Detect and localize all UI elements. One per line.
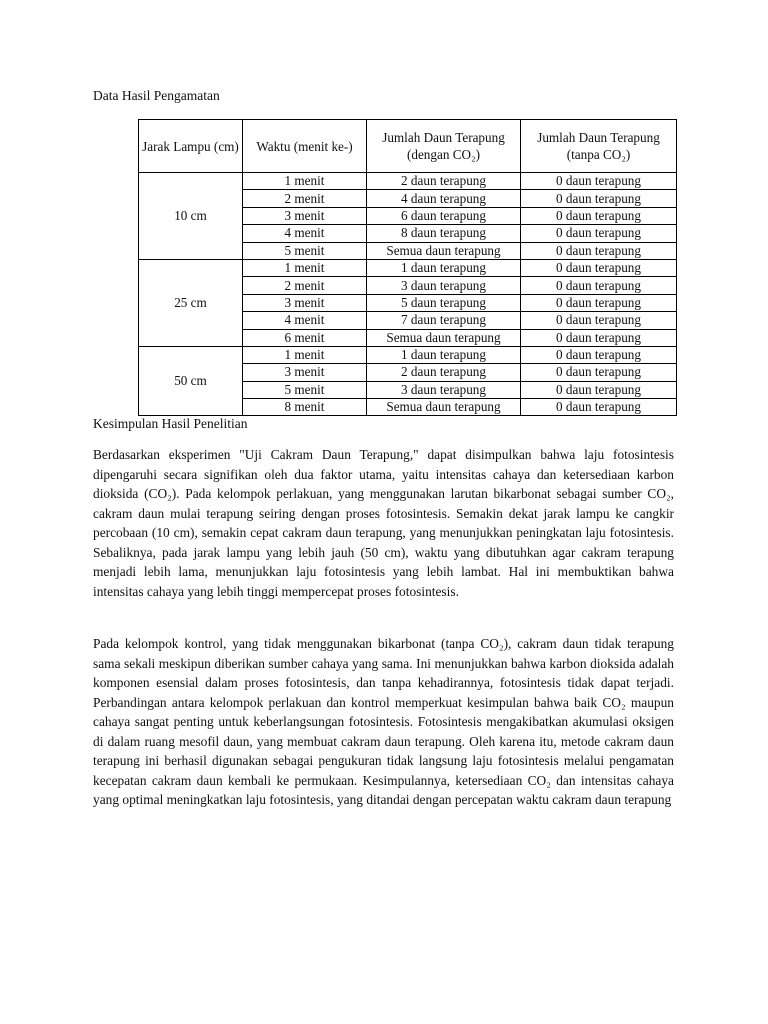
cell-without-co2: 0 daun terapung — [521, 329, 677, 346]
header-without-co2: Jumlah Daun Terapung (tanpa CO₂) — [521, 120, 677, 173]
cell-without-co2: 0 daun terapung — [521, 190, 677, 207]
cell-without-co2: 0 daun terapung — [521, 364, 677, 381]
data-heading: Data Hasil Pengamatan — [93, 88, 220, 103]
cell-with-co2: 4 daun terapung — [367, 190, 521, 207]
cell-time: 3 menit — [243, 364, 367, 381]
cell-without-co2: 0 daun terapung — [521, 225, 677, 242]
cell-without-co2: 0 daun terapung — [521, 207, 677, 224]
cell-with-co2: Semua daun terapung — [367, 242, 521, 259]
cell-with-co2: 8 daun terapung — [367, 225, 521, 242]
cell-time: 1 menit — [243, 259, 367, 276]
cell-distance: 50 cm — [139, 346, 243, 416]
cell-without-co2: 0 daun terapung — [521, 346, 677, 363]
conclusion-paragraph-2: Pada kelompok kontrol, yang tidak menggunakan bikarbonat (tanpa CO₂), cakram daun tidak terapung sama sekali meskipun diberikan sumber cahaya yang sama. Ini menunjukkan bahwa karbon dioksida adalah komponen esensial dalam proses fotosintesis, dan tanpa kehadirannya, fotosintesis tidak dapat terjadi. Perbandingan antara kelompok perlakuan dan kontrol memperkuat kesimpulan bahwa baik CO₂ maupun cahaya sangat penting untuk keberlangsungan fotosintesis. Fotosintesis mengakibatkan akumulasi oksigen di dalam ruang mesofil daun, yang membuat cakram daun terapung. Oleh karena itu, metode cakram daun terapung ini berhasil digunakan sebagai pengukuran tidak langsung laju fotosintesis melalui pengamatan kecepatan cakram daun kembali ke permukaan. Kesimpulannya, ketersediaan CO₂ dan intensitas cahaya yang optimal meningkatkan laju fotosintesis, yang ditandai dengan percepatan waktu cakram daun terapung — [93, 636, 674, 807]
cell-time: 2 menit — [243, 277, 367, 294]
observation-table — [138, 119, 677, 416]
table-row — [139, 346, 677, 363]
cell-with-co2: 7 daun terapung — [367, 312, 521, 329]
cell-without-co2: 0 daun terapung — [521, 399, 677, 416]
cell-with-co2: 2 daun terapung — [367, 364, 521, 381]
cell-with-co2: 2 daun terapung — [367, 173, 521, 190]
cell-with-co2: 1 daun terapung — [367, 259, 521, 276]
cell-with-co2: 6 daun terapung — [367, 207, 521, 224]
table-body — [139, 173, 677, 416]
cell-distance: 10 cm — [139, 173, 243, 260]
cell-with-co2: 5 daun terapung — [367, 294, 521, 311]
cell-without-co2: 0 daun terapung — [521, 259, 677, 276]
header-with-co2: Jumlah Daun Terapung (dengan CO₂) — [367, 120, 521, 173]
table-header-row — [139, 120, 677, 173]
cell-without-co2: 0 daun terapung — [521, 381, 677, 398]
cell-without-co2: 0 daun terapung — [521, 294, 677, 311]
cell-without-co2: 0 daun terapung — [521, 277, 677, 294]
conclusion-paragraph-1: Berdasarkan eksperimen "Uji Cakram Daun Terapung," dapat disimpulkan bahwa laju fotosintesis dipengaruhi secara signifikan oleh dua faktor utama, yaitu intensitas cahaya dan ketersediaan karbon dioksida (CO₂). Pada kelompok perlakuan, yang menggunakan larutan bikarbonat sebagai sumber CO₂, cakram daun mulai terapung seiring dengan proses fotosintesis. Semakin dekat jarak lampu ke cangkir percobaan (10 cm), semakin cepat cakram daun terapung, yang menunjukkan peningkatan laju fotosintesis. Sebaliknya, pada jarak lampu yang lebih jauh (50 cm), waktu yang dibutuhkan agar cakram terapung menjadi lebih lama, menunjukkan laju fotosintesis yang lebih lambat. Hal ini membuktikan bahwa intensitas cahaya yang lebih tinggi mempercepat proses fotosintesis. — [93, 447, 674, 599]
cell-time: 5 menit — [243, 381, 367, 398]
cell-time: 4 menit — [243, 225, 367, 242]
cell-with-co2: 3 daun terapung — [367, 277, 521, 294]
cell-time: 8 menit — [243, 399, 367, 416]
cell-with-co2: Semua daun terapung — [367, 399, 521, 416]
cell-time: 1 menit — [243, 346, 367, 363]
cell-time: 5 menit — [243, 242, 367, 259]
cell-with-co2: Semua daun terapung — [367, 329, 521, 346]
cell-with-co2: 1 daun terapung — [367, 346, 521, 363]
cell-time: 1 menit — [243, 173, 367, 190]
cell-time: 3 menit — [243, 294, 367, 311]
cell-with-co2: 3 daun terapung — [367, 381, 521, 398]
table-row — [139, 173, 677, 190]
cell-without-co2: 0 daun terapung — [521, 173, 677, 190]
cell-distance: 25 cm — [139, 259, 243, 346]
header-time: Waktu (menit ke-) — [243, 120, 367, 173]
header-distance: Jarak Lampu (cm) — [139, 120, 243, 173]
cell-time: 6 menit — [243, 329, 367, 346]
cell-time: 2 menit — [243, 190, 367, 207]
table-row — [139, 259, 677, 276]
cell-without-co2: 0 daun terapung — [521, 312, 677, 329]
cell-without-co2: 0 daun terapung — [521, 242, 677, 259]
conclusion-heading: Kesimpulan Hasil Penelitian — [93, 416, 248, 431]
cell-time: 3 menit — [243, 207, 367, 224]
cell-time: 4 menit — [243, 312, 367, 329]
